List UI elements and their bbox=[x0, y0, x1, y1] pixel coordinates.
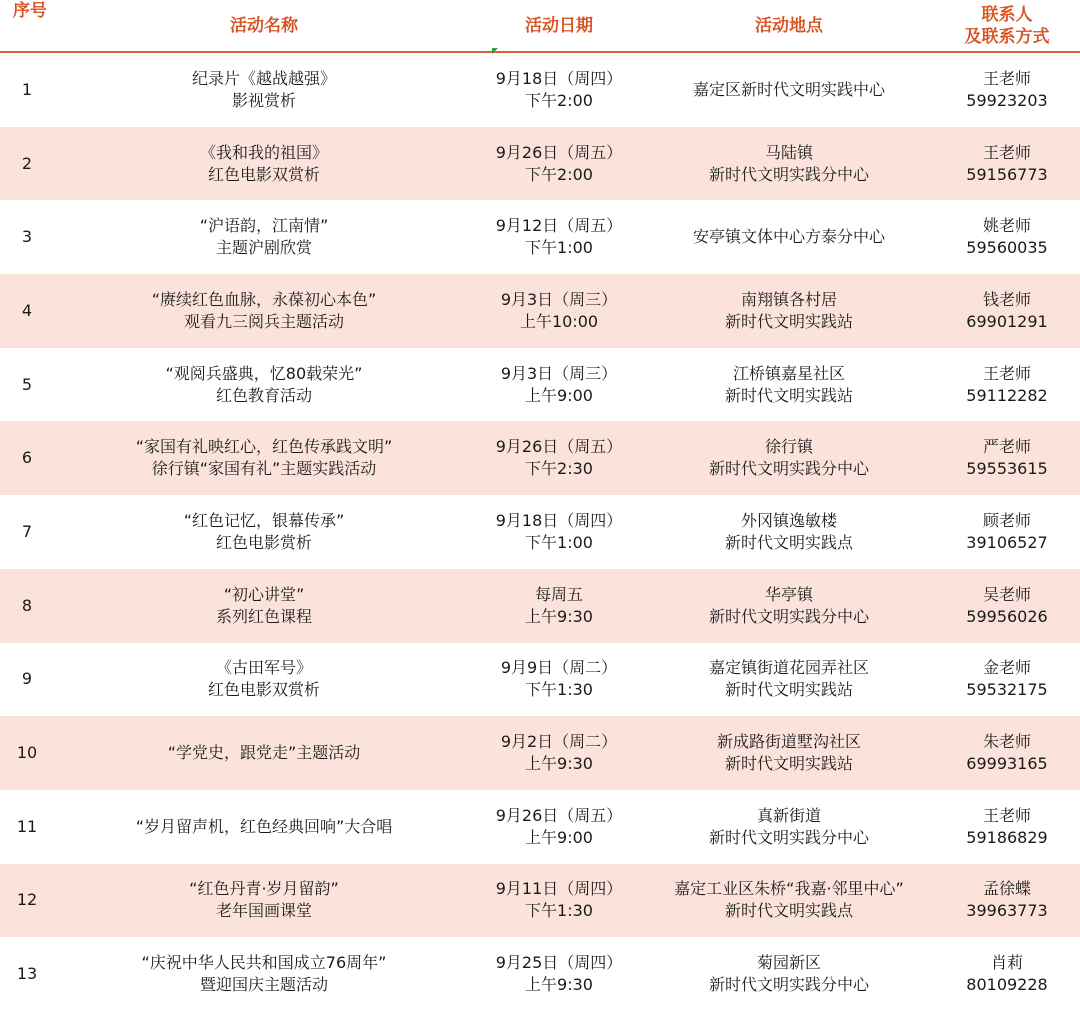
cell-index bbox=[0, 421, 54, 495]
cell-index-line: 7 bbox=[21, 521, 33, 541]
cell-date-line: 下午2:00 bbox=[525, 164, 593, 184]
cell-index bbox=[0, 569, 54, 643]
cell-date-line: 上午9:30 bbox=[525, 606, 593, 626]
cell-place bbox=[644, 716, 934, 790]
cell-index bbox=[0, 274, 54, 348]
table-row bbox=[0, 348, 1080, 422]
cell-contact bbox=[934, 495, 1080, 569]
cell-name-line: “庆祝中华人民共和国成立76周年” bbox=[141, 953, 387, 973]
cell-contact-line: 金老师 bbox=[982, 658, 1031, 678]
cell-name-line: “沪语韵，江南情” bbox=[199, 216, 329, 236]
header-name: 活动名称 bbox=[230, 15, 298, 36]
cell-contact-line: 王老师 bbox=[982, 142, 1031, 162]
cell-date bbox=[474, 495, 644, 569]
cell-index-line: 5 bbox=[21, 374, 33, 394]
cell-name-line: “红色记忆，银幕传承” bbox=[183, 510, 345, 530]
cell-place-line: 新时代文明实践分中心 bbox=[708, 164, 869, 184]
cell-name-line: 红色电影双赏析 bbox=[207, 680, 320, 700]
table-row bbox=[0, 937, 1080, 1011]
cell-date-line: 下午1:30 bbox=[525, 901, 593, 921]
table-row bbox=[0, 53, 1080, 127]
cell-contact-line: 69993165 bbox=[966, 754, 1048, 774]
cell-name-line: “学党史，跟党走”主题活动 bbox=[167, 743, 361, 763]
cell-contact-line: 59553615 bbox=[966, 459, 1048, 479]
cell-contact-line: 吴老师 bbox=[982, 584, 1031, 604]
cell-name-line: 影视赏析 bbox=[231, 90, 296, 110]
cell-date-line: 9月18日（周四） bbox=[495, 68, 623, 88]
cell-place-line: 徐行镇 bbox=[764, 437, 813, 457]
cell-place-line: 嘉定区新时代文明实践中心 bbox=[692, 79, 885, 99]
header-contact-line1: 联系人 bbox=[981, 4, 1033, 25]
table-row bbox=[0, 127, 1080, 201]
cell-contact-line: 王老师 bbox=[982, 363, 1031, 383]
cell-place bbox=[644, 864, 934, 938]
cell-name-line: 主题沪剧欣赏 bbox=[215, 238, 312, 258]
header-contact bbox=[934, 0, 1080, 51]
cell-index-line: 1 bbox=[21, 79, 33, 99]
cell-place bbox=[644, 348, 934, 422]
cell-index-line: 12 bbox=[16, 890, 38, 910]
cell-contact-line: 39106527 bbox=[966, 532, 1048, 552]
header-date: 活动日期 bbox=[525, 15, 593, 36]
cell-contact-line: 孟徐蝶 bbox=[982, 879, 1031, 899]
cell-name-line: “家国有礼映红心，红色传承践文明” bbox=[135, 437, 393, 457]
cell-place bbox=[644, 200, 934, 274]
cell-place-line: 新时代文明实践分中心 bbox=[708, 975, 869, 995]
cell-date-line: 9月11日（周四） bbox=[495, 879, 623, 899]
cell-index bbox=[0, 53, 54, 127]
cell-date-line: 9月18日（周四） bbox=[495, 510, 623, 530]
cell-place-line: 新成路街道墅沟社区 bbox=[716, 732, 861, 752]
cell-contact bbox=[934, 348, 1080, 422]
cell-place bbox=[644, 937, 934, 1011]
cell-contact-line: 59560035 bbox=[966, 238, 1048, 258]
cell-place bbox=[644, 421, 934, 495]
cell-name bbox=[54, 937, 474, 1011]
cell-place-line: 外冈镇逸敏楼 bbox=[740, 510, 837, 530]
cell-contact bbox=[934, 864, 1080, 938]
cell-contact-line: 69901291 bbox=[966, 311, 1048, 331]
table-row bbox=[0, 200, 1080, 274]
table-row bbox=[0, 495, 1080, 569]
cell-index-line: 10 bbox=[16, 743, 38, 763]
cell-contact-line: 肖莉 bbox=[990, 953, 1023, 973]
cell-date-line: 上午9:30 bbox=[525, 975, 593, 995]
cell-contact-line: 80109228 bbox=[966, 975, 1048, 995]
cell-place bbox=[644, 569, 934, 643]
cell-index-line: 9 bbox=[21, 669, 33, 689]
cell-date bbox=[474, 421, 644, 495]
cell-index-line: 11 bbox=[16, 816, 38, 836]
cell-place-line: 江桥镇嘉星社区 bbox=[732, 363, 845, 383]
cell-place-line: 新时代文明实践分中心 bbox=[708, 606, 869, 626]
cell-place-line: 嘉定工业区朱桥“我嘉·邻里中心” bbox=[674, 879, 904, 899]
cell-place-line: 新时代文明实践点 bbox=[724, 901, 853, 921]
cell-place bbox=[644, 790, 934, 864]
table-row bbox=[0, 274, 1080, 348]
header-index: 序号 bbox=[13, 1, 47, 21]
cell-index bbox=[0, 790, 54, 864]
cell-contact-line: 59956026 bbox=[966, 606, 1048, 626]
cell-date-line: 9月25日（周四） bbox=[495, 953, 623, 973]
table-header bbox=[0, 0, 1080, 53]
cell-name-line: 系列红色课程 bbox=[215, 606, 312, 626]
cell-date bbox=[474, 864, 644, 938]
cell-date bbox=[474, 53, 644, 127]
cell-name-line: “赓续红色血脉，永葆初心本色” bbox=[151, 289, 377, 309]
cell-index-line: 2 bbox=[21, 153, 33, 173]
cell-name bbox=[54, 790, 474, 864]
cell-contact bbox=[934, 53, 1080, 127]
cell-place-line: 嘉定镇街道花园弄社区 bbox=[708, 658, 869, 678]
cell-name-line: 红色电影赏析 bbox=[215, 532, 312, 552]
cell-contact-line: 王老师 bbox=[982, 68, 1031, 88]
cell-index bbox=[0, 643, 54, 717]
cell-index-line: 4 bbox=[21, 300, 33, 320]
cell-contact bbox=[934, 643, 1080, 717]
cell-date-line: 下午1:00 bbox=[525, 238, 593, 258]
cell-contact bbox=[934, 569, 1080, 643]
cell-date-line: 下午2:30 bbox=[525, 459, 593, 479]
cell-name-line: 暨迎国庆主题活动 bbox=[199, 975, 328, 995]
cell-place-line: 菊园新区 bbox=[756, 953, 821, 973]
cell-name bbox=[54, 348, 474, 422]
cell-date-line: 上午10:00 bbox=[519, 311, 599, 331]
cell-name-line: 徐行镇“家国有礼”主题实践活动 bbox=[151, 459, 377, 479]
cell-contact-line: 59532175 bbox=[966, 680, 1048, 700]
cell-contact-line: 严老师 bbox=[982, 437, 1031, 457]
cell-contact bbox=[934, 790, 1080, 864]
cell-place-line: 新时代文明实践站 bbox=[724, 311, 853, 331]
cell-name-line: 红色电影双赏析 bbox=[207, 164, 320, 184]
cell-contact bbox=[934, 716, 1080, 790]
cell-place bbox=[644, 127, 934, 201]
cell-contact-line: 钱老师 bbox=[982, 289, 1031, 309]
cell-place-line: 新时代文明实践站 bbox=[724, 385, 853, 405]
cell-index bbox=[0, 495, 54, 569]
cell-place bbox=[644, 274, 934, 348]
cell-place-line: 真新街道 bbox=[756, 805, 821, 825]
cell-place-line: 安亭镇文体中心方泰分中心 bbox=[692, 227, 885, 247]
cell-contact bbox=[934, 274, 1080, 348]
cell-name-line: 观看九三阅兵主题活动 bbox=[183, 311, 344, 331]
cell-index-line: 13 bbox=[16, 964, 38, 984]
cell-index bbox=[0, 864, 54, 938]
cell-index-line: 8 bbox=[21, 595, 33, 615]
cell-name bbox=[54, 864, 474, 938]
cell-date-line: 9月9日（周二） bbox=[500, 658, 618, 678]
cell-contact bbox=[934, 200, 1080, 274]
cell-date-line: 9月26日（周五） bbox=[495, 437, 623, 457]
cell-date-line: 9月26日（周五） bbox=[495, 142, 623, 162]
cell-date-line: 下午1:00 bbox=[525, 532, 593, 552]
cell-name-line: 《我和我的祖国》 bbox=[199, 142, 328, 162]
cell-name-line: 纪录片《越战越强》 bbox=[191, 68, 336, 88]
cell-contact-line: 59156773 bbox=[966, 164, 1048, 184]
cell-date bbox=[474, 127, 644, 201]
table-row bbox=[0, 569, 1080, 643]
cell-name-line: “初心讲堂” bbox=[223, 584, 305, 604]
cell-index-line: 6 bbox=[21, 448, 33, 468]
table-row bbox=[0, 643, 1080, 717]
cell-place-line: 华亭镇 bbox=[764, 584, 813, 604]
cell-date bbox=[474, 716, 644, 790]
cell-place bbox=[644, 53, 934, 127]
cell-contact bbox=[934, 937, 1080, 1011]
cell-contact-line: 顾老师 bbox=[982, 510, 1031, 530]
table-row bbox=[0, 421, 1080, 495]
cell-place-line: 新时代文明实践站 bbox=[724, 680, 853, 700]
cell-name-line: 《古田军号》 bbox=[215, 658, 312, 678]
cell-place-line: 新时代文明实践站 bbox=[724, 754, 853, 774]
cell-name-line: 红色教育活动 bbox=[215, 385, 312, 405]
cell-date-line: 上午9:00 bbox=[525, 385, 593, 405]
header-place: 活动地点 bbox=[755, 15, 823, 36]
cell-place bbox=[644, 495, 934, 569]
table-row bbox=[0, 716, 1080, 790]
cell-date bbox=[474, 790, 644, 864]
cell-date-line: 上午9:00 bbox=[525, 827, 593, 847]
cell-name bbox=[54, 643, 474, 717]
cell-contact-line: 39963773 bbox=[966, 901, 1048, 921]
cell-place-line: 南翔镇各村居 bbox=[740, 289, 837, 309]
cell-date-line: 9月3日（周三） bbox=[500, 363, 618, 383]
cell-date-line: 每周五 bbox=[534, 584, 583, 604]
cell-date bbox=[474, 200, 644, 274]
cell-name bbox=[54, 495, 474, 569]
cell-contact-line: 姚老师 bbox=[982, 216, 1031, 236]
cell-place-line: 马陆镇 bbox=[764, 142, 813, 162]
cell-name bbox=[54, 716, 474, 790]
cell-date-line: 9月12日（周五） bbox=[495, 216, 623, 236]
cell-date-line: 下午2:00 bbox=[525, 90, 593, 110]
cell-place-line: 新时代文明实践分中心 bbox=[708, 459, 869, 479]
cell-name-line: “红色丹青·岁月留韵” bbox=[189, 879, 339, 899]
cell-name-line: “观阅兵盛典，忆80载荣光” bbox=[165, 363, 363, 383]
cell-index bbox=[0, 348, 54, 422]
cell-date-line: 9月3日（周三） bbox=[500, 289, 618, 309]
cell-date bbox=[474, 274, 644, 348]
header-contact-line2: 及联系方式 bbox=[964, 26, 1050, 47]
cell-index bbox=[0, 716, 54, 790]
cell-name-line: “岁月留声机，红色经典回响”大合唱 bbox=[135, 816, 393, 836]
cell-name bbox=[54, 127, 474, 201]
cell-date bbox=[474, 643, 644, 717]
cell-place-line: 新时代文明实践分中心 bbox=[708, 827, 869, 847]
cell-index-line: 3 bbox=[21, 227, 33, 247]
cell-name bbox=[54, 274, 474, 348]
cell-index bbox=[0, 127, 54, 201]
cell-contact bbox=[934, 421, 1080, 495]
cell-place-line: 新时代文明实践点 bbox=[724, 532, 853, 552]
cell-contact-line: 59923203 bbox=[966, 90, 1048, 110]
table-body bbox=[0, 53, 1080, 1011]
cell-date-line: 上午9:30 bbox=[525, 754, 593, 774]
cell-comment-marker bbox=[492, 48, 498, 54]
cell-contact bbox=[934, 127, 1080, 201]
cell-name bbox=[54, 200, 474, 274]
cell-date-line: 9月2日（周二） bbox=[500, 732, 618, 752]
cell-name bbox=[54, 569, 474, 643]
table-row bbox=[0, 864, 1080, 938]
cell-date bbox=[474, 937, 644, 1011]
cell-date bbox=[474, 348, 644, 422]
cell-contact-line: 59112282 bbox=[966, 385, 1048, 405]
cell-date-line: 下午1:30 bbox=[525, 680, 593, 700]
cell-name bbox=[54, 421, 474, 495]
cell-index bbox=[0, 937, 54, 1011]
cell-index bbox=[0, 200, 54, 274]
cell-contact-line: 朱老师 bbox=[982, 732, 1031, 752]
table-row bbox=[0, 790, 1080, 864]
cell-contact-line: 59186829 bbox=[966, 827, 1048, 847]
cell-place bbox=[644, 643, 934, 717]
cell-contact-line: 王老师 bbox=[982, 805, 1031, 825]
cell-name-line: 老年国画课堂 bbox=[215, 901, 312, 921]
cell-date-line: 9月26日（周五） bbox=[495, 805, 623, 825]
cell-date bbox=[474, 569, 644, 643]
cell-name bbox=[54, 53, 474, 127]
